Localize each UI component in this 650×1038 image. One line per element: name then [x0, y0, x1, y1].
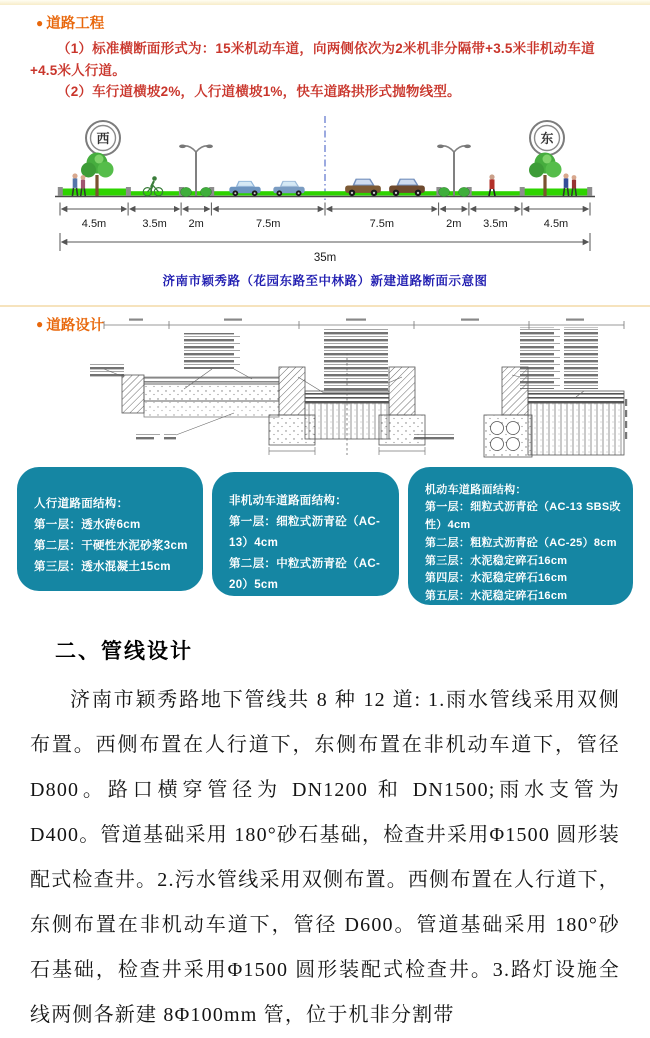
shrub-icon — [439, 187, 450, 196]
shrub-icon — [201, 187, 212, 196]
dimension-labels — [82, 218, 568, 230]
shrub-icon — [181, 187, 192, 196]
dim-label: 2m — [188, 217, 204, 230]
pipeline-section-heading: 二、管线设计 — [55, 638, 193, 663]
box-title: 人行道路面结构： — [34, 497, 129, 510]
cross-section-svg — [45, 112, 605, 270]
box-title: 非机动车道路面结构： — [229, 494, 347, 507]
total-dimension — [60, 233, 590, 264]
sidewalk-structure-box — [17, 467, 203, 591]
layer-row: 第一层：透水砖6cm — [34, 518, 141, 531]
bullet-icon: ● — [36, 317, 44, 331]
dim-label: 3.5m — [483, 217, 508, 230]
dim-label: 3.5m — [142, 217, 167, 230]
dim-label: 7.5m — [369, 217, 395, 230]
spec-item-1: （1）标准横断面形式为：15米机动车道，向两侧依次为2米机非分隔带+3.5米非机动车道+4.5米人行道。 — [30, 41, 595, 78]
layer-row: 第五层：水泥稳定碎石16cm — [425, 590, 568, 603]
roadbed — [55, 187, 595, 197]
section-header-road-works — [0, 5, 650, 35]
pavement-structure-drawing — [84, 317, 629, 463]
bullet-icon: ● — [36, 15, 44, 30]
layer-row: 第四层：水泥稳定碎石16cm — [425, 572, 568, 585]
west-marker — [86, 121, 120, 155]
west-label: 西 — [96, 130, 110, 146]
layer-row: 第二层：干硬性水泥砂浆3cm — [34, 539, 188, 552]
layer-row: 第二层：中粒式沥青砼（AC-20）5cm — [229, 557, 381, 591]
road-cross-section-diagram — [0, 112, 650, 270]
pipeline-paragraph: 济南市颖秀路地下管线共 8 种 12 道: 1.雨水管线采用双侧布置。西侧布置在人行道下，东侧布置在非机动车道下，管径 D800。路口横穿管径为 DN1200 和 DN1500;雨水支管为 D400。管道基础采用 180°砂石基础，检查井采用Φ1500 圆形装配式检查井。2.污水管线采用双侧布置。西侧布置在人行道下，东侧布置在非机动车道下，管径 D600。管道基础采用 180°砂石基础，检查井采用Φ1500 圆形装配式检查井。3.路灯设施全线两侧各新建 8Φ100mm 管，位于机非分割带 — [30, 688, 620, 1026]
shrub-icon — [459, 187, 470, 196]
section-title: 道路工程 — [46, 16, 105, 32]
box-title: 机动车道路面结构： — [425, 483, 527, 496]
east-marker — [530, 121, 564, 155]
motor-lane-structure-box — [408, 467, 633, 605]
cross-section-caption: 济南市颖秀路（花园东路至中林路）新建道路断面示意图 — [162, 273, 488, 288]
dim-label: 4.5m — [81, 217, 107, 230]
layer-row: 第四层：水泥稳定碎石16cm — [229, 620, 378, 633]
dim-label: 2m — [446, 217, 462, 230]
section-title: 道路设计 — [46, 317, 105, 334]
dim-label: 4.5m — [543, 217, 569, 230]
dim-label: 7.5m — [255, 217, 281, 230]
layer-row: 第三层：水泥稳定碎石16cm — [425, 554, 568, 567]
road-works-spec-text — [0, 35, 650, 103]
layer-row: 第二层：粗粒式沥青砼（AC-25）8cm — [425, 536, 617, 549]
layer-row: 第一层：细粒式沥青砼（AC-13 SBS改性）4cm — [425, 501, 621, 532]
non-motor-structure-box — [212, 472, 399, 633]
pavement-structure-boxes — [0, 467, 650, 633]
spec-item-2: （2）车行道横坡2%，人行道横坡1%，快车道路拱形式抛物线型。 — [57, 84, 461, 99]
total-dim-label: 35m — [313, 251, 337, 264]
dimension-chain — [60, 202, 590, 215]
east-label: 东 — [540, 130, 554, 146]
layer-row: 第一层：细粒式沥青砼（AC-13）4cm — [229, 515, 381, 549]
layer-row: 第三层：透水混凝土15cm — [34, 560, 171, 573]
layer-row: 第三层：水泥稳定碎石16cm — [229, 599, 378, 612]
